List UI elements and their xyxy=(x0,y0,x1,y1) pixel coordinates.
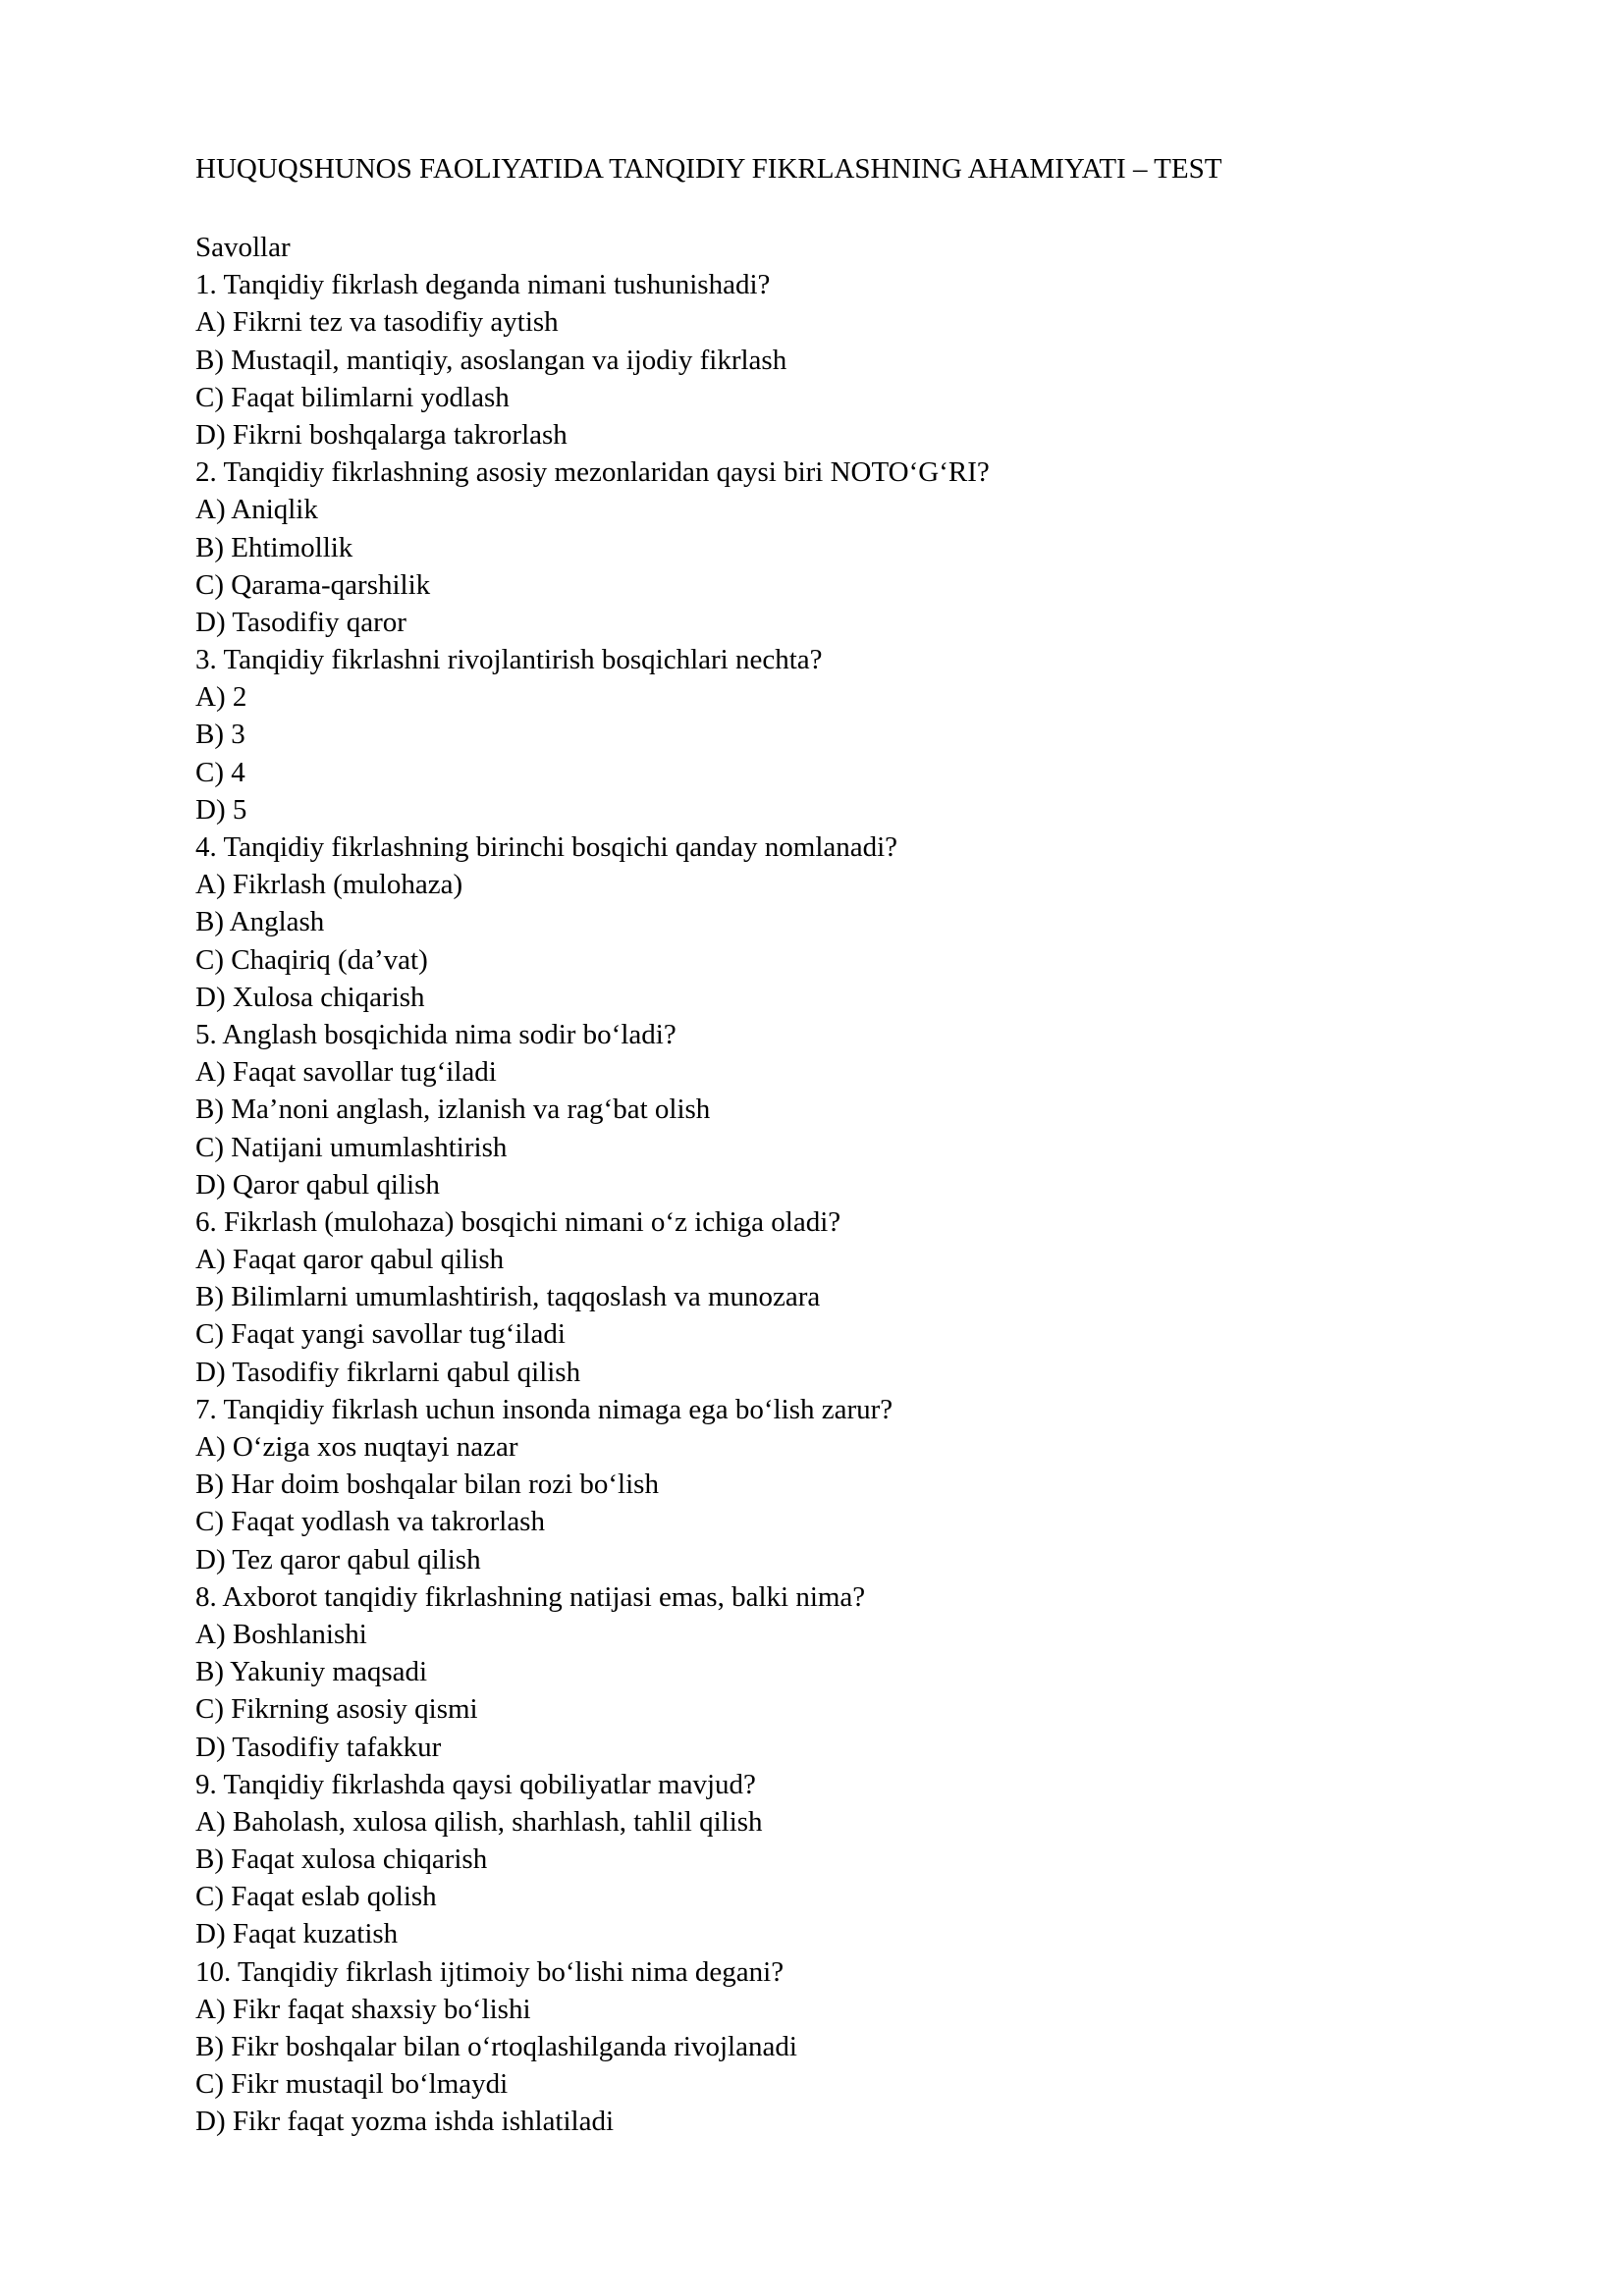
question-1-option-c: C) Faqat bilimlarni yodlash xyxy=(195,381,510,413)
question-3-option-a: A) 2 xyxy=(195,681,247,714)
section-label: Savollar xyxy=(195,232,291,263)
question-5-option-b: B) Ma’noni anglash, izlanish va rag‘bat olish xyxy=(195,1094,711,1126)
question-9: 9. Tanqidiy fikrlashda qaysi qobiliyatlar mavjud? xyxy=(195,1768,756,1800)
question-9-option-d: D) Faqat kuzatish xyxy=(195,1918,399,1950)
question-2: 2. Tanqidiy fikrlashning asosiy mezonlaridan qaysi biri NOTO‘G‘RI? xyxy=(195,456,990,489)
question-7-option-c: C) Faqat yodlash va takrorlash xyxy=(195,1506,545,1538)
question-1: 1. Tanqidiy fikrlash deganda nimani tushunishadi? xyxy=(195,269,771,301)
question-1-option-d: D) Fikrni boshqalarga takrorlash xyxy=(195,418,568,451)
question-9-option-a: A) Baholash, xulosa qilish, sharhlash, tahlil qilish xyxy=(195,1805,763,1838)
question-10-option-c: C) Fikr mustaqil bo‘lmaydi xyxy=(195,2068,509,2101)
question-5-option-a: A) Faqat savollar tug‘iladi xyxy=(195,1056,497,1089)
question-10: 10. Tanqidiy fikrlash ijtimoiy bo‘lishi nima degani? xyxy=(195,1955,785,1988)
question-1-option-b: B) Mustaqil, mantiqiy, asoslangan va ijodiy fikrlash xyxy=(195,344,787,376)
question-4-option-c: C) Chaqiriq (da’vat) xyxy=(195,943,428,976)
question-2-option-d: D) Tasodifiy qaror xyxy=(195,606,406,638)
question-9-option-c: C) Faqat eslab qolish xyxy=(195,1881,437,1913)
question-6-option-a: A) Faqat qaror qabul qilish xyxy=(195,1244,505,1276)
question-5-option-d: D) Qaror qabul qilish xyxy=(195,1168,440,1201)
question-6-option-c: C) Faqat yangi savollar tug‘iladi xyxy=(195,1318,566,1351)
question-2-option-c: C) Qarama-qarshilik xyxy=(195,568,431,601)
question-3-option-c: C) 4 xyxy=(195,756,245,788)
question-2-option-a: A) Aniqlik xyxy=(195,494,318,526)
question-4-option-d: D) Xulosa chiqarish xyxy=(195,981,425,1013)
question-1-option-a: A) Fikrni tez va tasodifiy aytish xyxy=(195,306,559,339)
question-7-option-a: A) O‘ziga xos nuqtayi nazar xyxy=(195,1431,518,1463)
question-8-option-a: A) Boshlanishi xyxy=(195,1618,367,1650)
question-3-option-d: D) 5 xyxy=(195,793,247,826)
question-3: 3. Tanqidiy fikrlashni rivojlantirish bosqichlari nechta? xyxy=(195,644,823,676)
question-7-option-b: B) Har doim boshqalar bilan rozi bo‘lish xyxy=(195,1468,659,1501)
question-3-option-b: B) 3 xyxy=(195,719,245,751)
question-8-option-c: C) Fikrning asosiy qismi xyxy=(195,1693,478,1726)
question-9-option-b: B) Faqat xulosa chiqarish xyxy=(195,1843,488,1876)
document-title: HUQUQSHUNOS FAOLIYATIDA TANQIDIY FIKRLASHNING AHAMIYATI – TEST xyxy=(195,153,1222,185)
question-7-option-d: D) Tez qaror qabul qilish xyxy=(195,1543,481,1575)
question-4-option-b: B) Anglash xyxy=(195,906,325,938)
question-2-option-b: B) Ehtimollik xyxy=(195,531,353,563)
question-5-option-c: C) Natijani umumlashtirish xyxy=(195,1131,508,1163)
question-7: 7. Tanqidiy fikrlash uchun insonda nimaga ega bo‘lish zarur? xyxy=(195,1393,893,1425)
question-8: 8. Axborot tanqidiy fikrlashning natijasi emas, balki nima? xyxy=(195,1580,866,1613)
question-10-option-d: D) Fikr faqat yozma ishda ishlatiladi xyxy=(195,2106,615,2138)
question-6-option-d: D) Tasodifiy fikrlarni qabul qilish xyxy=(195,1356,581,1388)
question-6: 6. Fikrlash (mulohaza) bosqichi nimani o‘z ichiga oladi? xyxy=(195,1205,841,1238)
question-5: 5. Anglash bosqichida nima sodir bo‘ladi? xyxy=(195,1018,677,1050)
question-10-option-a: A) Fikr faqat shaxsiy bo‘lishi xyxy=(195,1993,531,2025)
question-8-option-b: B) Yakuniy maqsadi xyxy=(195,1656,428,1688)
question-8-option-d: D) Tasodifiy tafakkur xyxy=(195,1731,442,1763)
document-body xyxy=(195,229,1472,2141)
question-4-option-a: A) Fikrlash (mulohaza) xyxy=(195,869,463,901)
question-6-option-b: B) Bilimlarni umumlashtirish, taqqoslash va munozara xyxy=(195,1281,821,1313)
question-10-option-b: B) Fikr boshqalar bilan o‘rtoqlashilganda rivojlanadi xyxy=(195,2031,797,2062)
question-4: 4. Tanqidiy fikrlashning birinchi bosqichi qanday nomlanadi? xyxy=(195,831,898,863)
